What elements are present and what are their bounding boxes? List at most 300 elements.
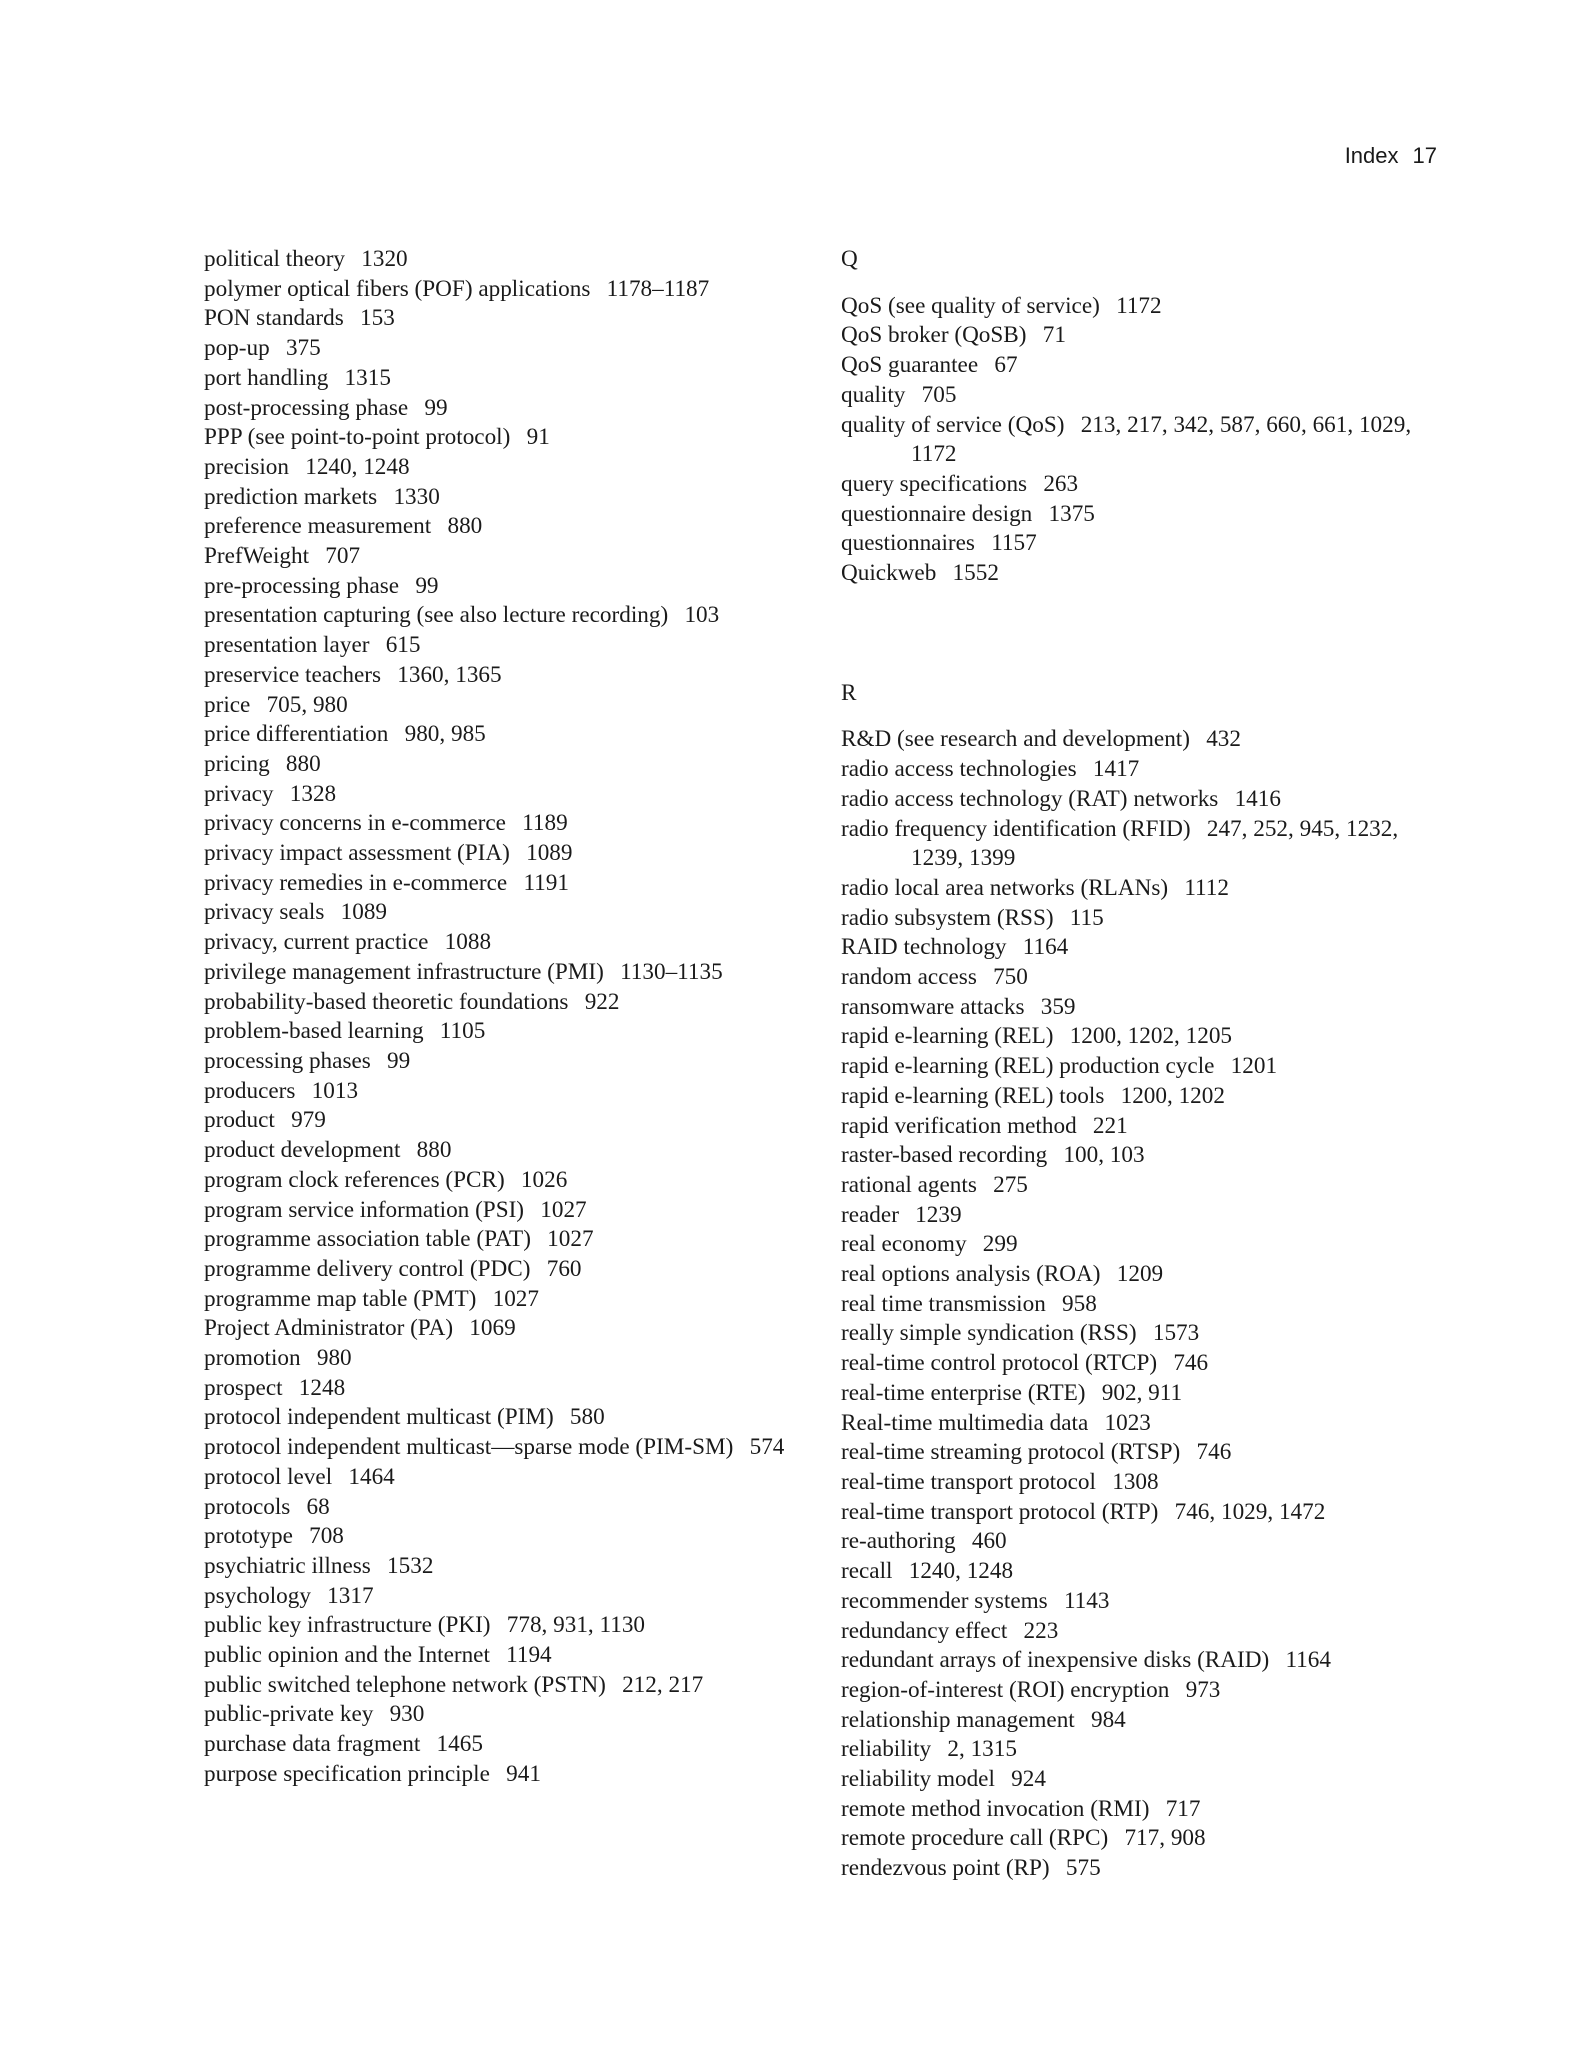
index-page-refs: 1200, 1202 [1120, 1082, 1225, 1109]
index-term: region-of-interest (ROI) encryption [841, 1676, 1170, 1703]
index-term: query specifications [841, 470, 1028, 497]
index-page-refs: 247, 252, 945, 1232, 1239, 1399 [911, 815, 1399, 872]
index-entry [204, 869, 804, 899]
index-term: Quickweb [841, 560, 937, 587]
index-page-refs: 1027 [540, 1196, 587, 1223]
index-term: real-time streaming protocol (RTSP) [841, 1439, 1181, 1466]
index-page-refs: 705, 980 [266, 691, 348, 718]
index-entry [841, 470, 1451, 500]
index-page-refs: 580 [569, 1404, 605, 1431]
index-entry [204, 394, 804, 424]
index-term: radio access technologies [841, 756, 1077, 783]
index-entry [841, 559, 1451, 589]
index-term: rapid verification method [841, 1112, 1077, 1139]
index-entry [204, 542, 804, 572]
index-entry [841, 933, 1451, 963]
index-entry [204, 334, 804, 364]
index-entry [204, 1285, 804, 1315]
index-term: product development [204, 1137, 401, 1164]
index-page-refs: 263 [1043, 470, 1079, 497]
index-term: price differentiation [204, 721, 389, 748]
index-entry [841, 874, 1451, 904]
index-entry [204, 423, 804, 453]
index-entry [204, 364, 804, 394]
index-page-refs: 1315 [344, 364, 391, 391]
index-entry [841, 785, 1451, 815]
index-term: privacy [204, 780, 274, 807]
index-page-refs: 924 [1011, 1766, 1046, 1793]
index-entry [204, 245, 804, 275]
index-term: recall [841, 1558, 893, 1585]
index-entry [841, 529, 1451, 559]
index-term: polymer optical fibers (POF) applications [204, 275, 591, 302]
index-entry [204, 1582, 804, 1612]
index-page-refs: 103 [684, 602, 720, 629]
index-page-refs: 750 [993, 964, 1028, 991]
index-entry [841, 1676, 1451, 1706]
index-entry [841, 1171, 1451, 1201]
index-term: privacy, current practice [204, 929, 429, 956]
index-page-refs: 1157 [991, 530, 1037, 557]
index-entry [204, 1344, 804, 1374]
index-page-refs: 1308 [1112, 1468, 1159, 1495]
index-page-refs: 1191 [523, 869, 569, 896]
index-entry [841, 815, 1451, 874]
index-entry [841, 1260, 1451, 1290]
index-page-refs: 880 [447, 513, 483, 540]
index-term: probability-based theoretic foundations [204, 988, 569, 1015]
index-term: pop-up [204, 335, 270, 362]
index-page-refs: 1464 [348, 1463, 395, 1490]
index-entry [841, 1587, 1451, 1617]
index-page-refs: 71 [1042, 322, 1066, 349]
index-term: programme association table (PAT) [204, 1226, 531, 1253]
index-term: random access [841, 964, 977, 991]
index-column-left [204, 245, 804, 1790]
index-entry [841, 292, 1451, 322]
index-term: QoS guarantee [841, 352, 979, 379]
index-entry [204, 631, 804, 661]
index-entry [841, 963, 1451, 993]
running-head-title: Index [1344, 143, 1399, 168]
index-entry [841, 1379, 1451, 1409]
index-page-refs: 115 [1069, 904, 1104, 931]
index-page-refs: 460 [971, 1528, 1007, 1555]
index-entry [841, 1795, 1451, 1825]
index-column-right [841, 245, 1451, 1884]
index-page-refs: 99 [387, 1047, 411, 1074]
index-term: reader [841, 1201, 899, 1228]
index-page-refs: 1573 [1152, 1320, 1200, 1347]
index-term: real-time transport protocol (RTP) [841, 1498, 1159, 1525]
index-page-refs: 1465 [436, 1731, 483, 1758]
index-term: programme map table (PMT) [204, 1285, 477, 1312]
index-term: psychiatric illness [204, 1552, 371, 1579]
index-entry [841, 1082, 1451, 1112]
index-page-refs: 375 [285, 335, 321, 362]
index-term: political theory [204, 246, 346, 272]
index-term: privilege management infrastructure (PMI) [204, 958, 604, 985]
index-entry [204, 1700, 804, 1730]
index-term: remote procedure call (RPC) [841, 1825, 1109, 1852]
index-term: quality of service (QoS) [841, 411, 1065, 438]
index-term: Project Administrator (PA) [204, 1315, 454, 1342]
index-page-refs: 1201 [1230, 1053, 1278, 1080]
index-page-refs: 223 [1023, 1617, 1059, 1644]
index-term: privacy remedies in e-commerce [204, 869, 508, 896]
index-entry [204, 304, 804, 334]
index-entry [841, 1022, 1451, 1052]
index-page-refs: 221 [1092, 1112, 1128, 1139]
index-entry [841, 1141, 1451, 1171]
index-page-refs: 67 [994, 352, 1018, 379]
index-term: purpose specification principle [204, 1760, 490, 1787]
index-entry [204, 1106, 804, 1136]
index-entry [204, 483, 804, 513]
index-page-refs: 1416 [1234, 785, 1281, 812]
index-page-refs: 1189 [522, 810, 568, 837]
index-page-refs: 615 [385, 632, 421, 659]
index-term: radio access technology (RAT) networks [841, 785, 1219, 812]
index-term: public-private key [204, 1701, 374, 1728]
index-term: program clock references (PCR) [204, 1166, 505, 1193]
index-entry [204, 809, 804, 839]
index-page-refs: 717, 908 [1124, 1825, 1206, 1852]
index-term: rapid e-learning (REL) [841, 1023, 1054, 1050]
index-page-refs: 1240, 1248 [305, 453, 410, 480]
index-term: real time transmission [841, 1290, 1046, 1317]
index-term: rational agents [841, 1171, 977, 1198]
index-page-refs: 574 [749, 1434, 785, 1461]
index-term: promotion [204, 1345, 301, 1372]
index-page-refs: 68 [306, 1493, 330, 1520]
index-entry [204, 1403, 804, 1433]
index-entry [841, 1438, 1451, 1468]
index-entry [841, 411, 1451, 470]
index-page-refs: 212, 217 [622, 1671, 704, 1698]
index-term: really simple syndication (RSS) [841, 1320, 1137, 1347]
index-page-refs: 99 [415, 572, 439, 599]
index-entry [204, 1493, 804, 1523]
index-term: Real-time multimedia data [841, 1409, 1089, 1436]
index-term: redundant arrays of inexpensive disks (RAID) [841, 1647, 1270, 1674]
index-entry [841, 1052, 1451, 1082]
index-term: prototype [204, 1523, 293, 1550]
index-entry [841, 321, 1451, 351]
index-page-refs: 746 [1173, 1350, 1209, 1377]
index-entry [204, 1047, 804, 1077]
index-page-refs: 1164 [1285, 1647, 1331, 1674]
index-page-refs: 213, 217, 342, 587, 660, 661, 1029, 1172 [911, 411, 1412, 468]
index-term: ransomware attacks [841, 993, 1025, 1020]
index-entry [204, 988, 804, 1018]
index-page-refs: 1023 [1104, 1409, 1151, 1436]
index-page-refs: 153 [360, 305, 395, 332]
index-entry [204, 928, 804, 958]
index-page-refs: 1013 [311, 1077, 359, 1104]
index-page-refs: 705 [921, 381, 957, 408]
index-entry [841, 1112, 1451, 1142]
index-entry [841, 1735, 1451, 1765]
index-entry [204, 1077, 804, 1107]
index-entry [204, 1255, 804, 1285]
index-entry [204, 780, 804, 810]
index-term: post-processing phase [204, 394, 409, 421]
index-term: problem-based learning [204, 1018, 424, 1045]
index-term: quality [841, 381, 906, 408]
index-page-refs: 1069 [469, 1315, 516, 1342]
index-entry [204, 839, 804, 869]
index-page-refs: 1089 [340, 899, 388, 926]
index-term: processing phases [204, 1047, 371, 1074]
index-term: radio frequency identification (RFID) [841, 815, 1191, 842]
index-entry [841, 1230, 1451, 1260]
index-term: presentation layer [204, 632, 370, 659]
index-entry [204, 1463, 804, 1493]
index-term: public opinion and the Internet [204, 1642, 490, 1669]
index-entry [841, 904, 1451, 934]
index-entry [841, 381, 1451, 411]
index-entry [204, 1166, 804, 1196]
index-term: radio local area networks (RLANs) [841, 874, 1169, 901]
index-term: reliability model [841, 1766, 995, 1793]
index-page-refs: 1239 [915, 1201, 962, 1228]
index-entry [204, 1196, 804, 1226]
index-entry [841, 755, 1451, 785]
index-section-q [841, 292, 1451, 589]
index-entry [204, 1552, 804, 1582]
index-term: preference measurement [204, 513, 432, 540]
index-page-refs: 575 [1065, 1855, 1101, 1882]
index-page-refs: 880 [416, 1137, 452, 1164]
index-term: protocol independent multicast—sparse mode (PIM-SM) [204, 1434, 734, 1461]
index-page-refs: 1360, 1365 [397, 661, 502, 688]
index-term: raster-based recording [841, 1142, 1048, 1169]
index-entry [204, 661, 804, 691]
index-term: remote method invocation (RMI) [841, 1795, 1150, 1822]
index-entry [841, 1617, 1451, 1647]
index-term: presentation capturing (see also lecture recording) [204, 602, 669, 629]
index-page-refs: 1178–1187 [606, 275, 710, 302]
index-page-refs: 1164 [1022, 934, 1069, 961]
index-entry [841, 1349, 1451, 1379]
index-page-refs: 100, 103 [1063, 1142, 1145, 1169]
index-entry [204, 1730, 804, 1760]
index-entry [204, 453, 804, 483]
index-entry [204, 898, 804, 928]
index-page-refs: 432 [1206, 726, 1241, 753]
index-entry [204, 720, 804, 750]
index-entry [204, 572, 804, 602]
index-term: protocol independent multicast (PIM) [204, 1404, 554, 1431]
index-term: QoS (see quality of service) [841, 292, 1100, 319]
index-entry [841, 1765, 1451, 1795]
index-term: real options analysis (ROA) [841, 1261, 1101, 1288]
index-entry [204, 958, 804, 988]
running-head [1345, 143, 1437, 169]
index-term: PPP (see point-to-point protocol) [204, 424, 511, 451]
index-page-refs: 1552 [952, 560, 999, 587]
index-page-refs: 1027 [547, 1226, 594, 1253]
index-term: re-authoring [841, 1528, 956, 1555]
index-term: port handling [204, 364, 329, 391]
index-entry [841, 1290, 1451, 1320]
index-term: relationship management [841, 1706, 1075, 1733]
index-entry [841, 1706, 1451, 1736]
index-page-refs: 980 [316, 1345, 352, 1372]
index-page-refs: 760 [546, 1255, 582, 1282]
index-page-refs: 746, 1029, 1472 [1174, 1498, 1326, 1525]
index-section-r [841, 725, 1451, 1883]
index-entry [841, 993, 1451, 1023]
index-page-refs: 299 [982, 1231, 1018, 1258]
index-entry [204, 1136, 804, 1166]
index-page-refs: 1172 [1116, 292, 1162, 319]
index-entry [841, 1319, 1451, 1349]
index-entry [204, 1017, 804, 1047]
index-term: PrefWeight [204, 543, 310, 570]
index-page-refs: 1112 [1184, 874, 1229, 901]
index-page-refs: 778, 931, 1130 [506, 1612, 646, 1639]
index-page-refs: 1200, 1202, 1205 [1069, 1023, 1233, 1050]
index-page-refs: 984 [1090, 1706, 1126, 1733]
index-entry [204, 1760, 804, 1790]
index-entry [204, 1641, 804, 1671]
index-page-refs: 902, 911 [1101, 1379, 1183, 1406]
index-term: R&D (see research and development) [841, 726, 1190, 753]
index-term: privacy seals [204, 899, 325, 926]
index-page-refs: 941 [506, 1760, 541, 1787]
index-page-refs: 922 [584, 988, 620, 1015]
index-entry [841, 1409, 1451, 1439]
index-term: producers [204, 1077, 296, 1104]
index-entry [204, 512, 804, 542]
index-page-refs: 973 [1185, 1676, 1221, 1703]
index-page-refs: 1330 [393, 483, 440, 510]
index-entry [204, 1522, 804, 1552]
index-page-refs: 2, 1315 [947, 1736, 1017, 1763]
index-page-refs: 1194 [506, 1642, 552, 1669]
index-term: reliability [841, 1736, 932, 1763]
index-entry [204, 1314, 804, 1344]
index-entry [204, 750, 804, 780]
index-term: redundancy effect [841, 1617, 1008, 1644]
section-letter-r: R [841, 679, 857, 706]
index-term: product [204, 1107, 275, 1134]
index-term: psychology [204, 1582, 311, 1609]
index-term: real-time enterprise (RTE) [841, 1379, 1086, 1406]
index-page-refs: 1089 [526, 840, 573, 867]
index-entry [204, 1225, 804, 1255]
index-term: rapid e-learning (REL) production cycle [841, 1053, 1215, 1080]
index-page-refs: 1143 [1063, 1587, 1110, 1614]
index-entry [841, 1498, 1451, 1528]
index-entry [841, 500, 1451, 530]
index-entry [204, 1611, 804, 1641]
index-entry [841, 1854, 1451, 1884]
index-page-refs: 1375 [1048, 500, 1095, 527]
index-page-refs: 1417 [1092, 756, 1140, 783]
index-page-refs: 708 [309, 1523, 344, 1550]
index-term: public switched telephone network (PSTN) [204, 1671, 606, 1698]
index-entry [841, 1468, 1451, 1498]
index-term: rapid e-learning (REL) tools [841, 1082, 1105, 1109]
index-term: preservice teachers [204, 661, 382, 688]
index-term: purchase data fragment [204, 1731, 421, 1758]
index-term: PON standards [204, 305, 344, 332]
index-term: questionnaire design [841, 500, 1033, 527]
index-term: prediction markets [204, 483, 378, 510]
index-term: radio subsystem (RSS) [841, 904, 1054, 931]
index-entry [841, 1201, 1451, 1231]
index-page-refs: 746 [1196, 1439, 1232, 1466]
index-page-refs: 1532 [387, 1552, 434, 1579]
index-entry [204, 1671, 804, 1701]
index-page-refs: 1105 [439, 1018, 486, 1045]
section-letter-q: Q [841, 246, 858, 272]
index-page-refs: 1317 [327, 1582, 374, 1609]
index-term: privacy concerns in e-commerce [204, 810, 506, 837]
index-term: real-time transport protocol [841, 1468, 1096, 1495]
index-term: protocols [204, 1493, 291, 1520]
index-entry [841, 1646, 1451, 1676]
page-number: 17 [1412, 143, 1437, 168]
index-term: privacy impact assessment (PIA) [204, 840, 510, 867]
index-term: pricing [204, 750, 270, 777]
index-term: programme delivery control (PDC) [204, 1255, 531, 1282]
index-term: questionnaires [841, 530, 975, 557]
index-page-refs: 359 [1040, 993, 1076, 1020]
index-page-refs: 1027 [492, 1285, 539, 1312]
index-entry [841, 351, 1451, 381]
index-page-refs: 1240, 1248 [908, 1558, 1014, 1585]
index-term: real-time control protocol (RTCP) [841, 1350, 1158, 1377]
index-term: program service information (PSI) [204, 1196, 525, 1223]
index-page-refs: 1328 [289, 780, 337, 807]
index-entry [204, 601, 804, 631]
index-page-refs: 930 [389, 1701, 425, 1728]
index-page-refs: 717 [1165, 1795, 1201, 1822]
index-term: prospect [204, 1374, 283, 1401]
index-entry [204, 1374, 804, 1404]
index-term: recommender systems [841, 1587, 1048, 1614]
index-entry [841, 725, 1451, 755]
index-term: pre-processing phase [204, 572, 400, 599]
index-page-refs: 980, 985 [404, 721, 486, 748]
index-page-refs: 99 [424, 394, 448, 421]
index-page-refs: 880 [285, 750, 321, 777]
index-entry [204, 1433, 804, 1463]
index-term: price [204, 691, 251, 718]
index-page-refs: 1209 [1116, 1261, 1164, 1288]
index-page-refs: 1026 [520, 1166, 568, 1193]
index-term: real economy [841, 1231, 967, 1258]
index-entry [204, 275, 804, 305]
index-term: protocol level [204, 1463, 333, 1490]
index-entry [841, 1527, 1451, 1557]
index-term: rendezvous point (RP) [841, 1855, 1050, 1882]
index-entry [204, 691, 804, 721]
index-page-refs: 275 [993, 1171, 1028, 1198]
index-page-refs: 958 [1062, 1290, 1097, 1317]
index-page-refs: 979 [291, 1107, 326, 1134]
index-term: QoS broker (QoSB) [841, 322, 1027, 349]
index-page-refs: 707 [325, 543, 361, 570]
index-page-refs: 1088 [444, 929, 492, 956]
index-term: RAID technology [841, 934, 1007, 961]
index-term: public key infrastructure (PKI) [204, 1612, 491, 1639]
index-page-refs: 1248 [298, 1374, 346, 1401]
